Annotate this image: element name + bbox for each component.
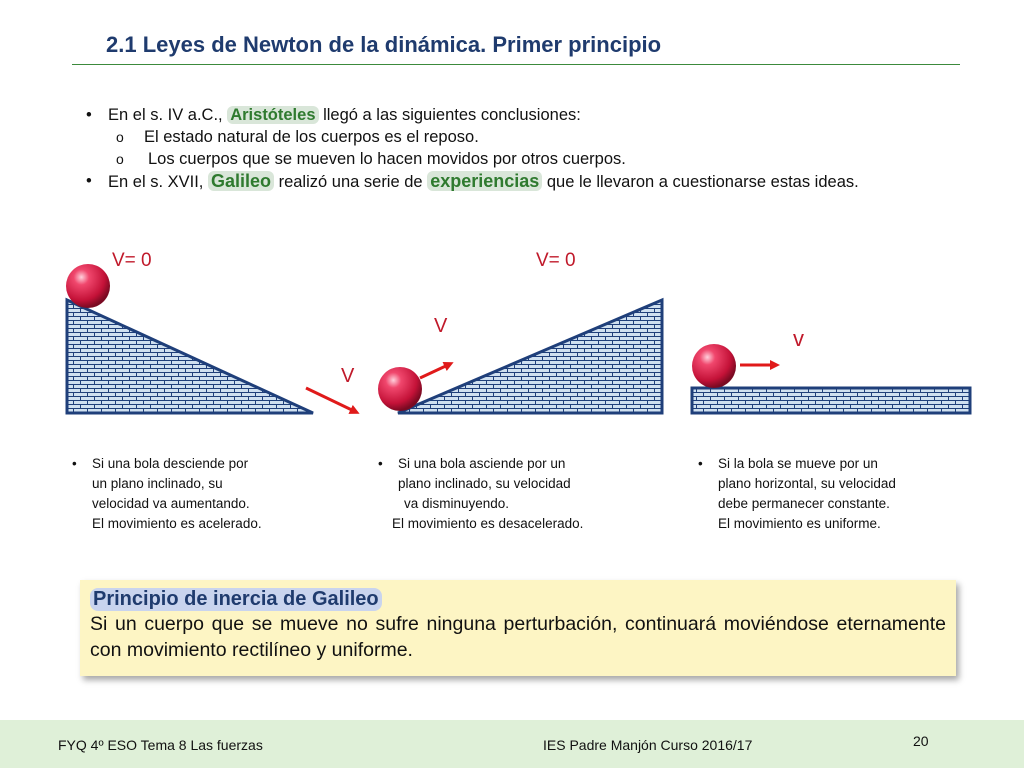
bullet-mark: • (86, 106, 92, 124)
slide-title: 2.1 Leyes de Newton de la dinámica. Primer principio (106, 32, 662, 57)
label-v-up: V (434, 315, 448, 337)
caption-conclusion: El movimiento es uniforme. (718, 516, 881, 531)
principle-text: Si un cuerpo que se mueve no sufre ninguna perturbación, continuará moviéndose eternamente con movimiento rectilíneo y uniforme. (90, 613, 946, 661)
caption-ascending (378, 454, 668, 534)
sub-bullet-mark: o (116, 151, 124, 167)
caption-bullet: • (378, 456, 383, 471)
sub-bullet-text: Los cuerpos que se mueven lo hacen movidos por otros cuerpos. (148, 150, 626, 168)
principle-title: Principio de inercia de Galileo (90, 588, 382, 611)
aristotle-post: llegó a las siguientes conclusiones: (318, 106, 581, 124)
caption-line: plano horizontal, su velocidad (718, 476, 896, 491)
caption-line: Si la bola se mueve por un (718, 456, 878, 471)
ball-bottom-middle (378, 367, 422, 411)
descending-plane (67, 300, 313, 413)
sub-bullet-text: El estado natural de los cuerpos es el reposo. (144, 128, 479, 146)
label-v0-right: V= 0 (536, 250, 576, 271)
caption-bullet: • (72, 456, 77, 471)
caption-line: plano inclinado, su velocidad (398, 476, 571, 491)
arrow-up-slope (420, 364, 450, 378)
label-v0-left: V= 0 (112, 250, 152, 271)
ball-horizontal (692, 344, 736, 388)
caption-line: Si una bola asciende por un (398, 456, 566, 471)
galileo-mid: realizó una serie de (274, 173, 428, 191)
arrow-down-slope (306, 388, 356, 412)
galileo-post: que le llevaron a cuestionarse estas ideas. (542, 173, 859, 191)
principle-box (80, 580, 956, 676)
sub-bullet-mark: o (116, 129, 124, 145)
galileo-highlight: Galileo (208, 171, 274, 191)
label-v-flat: v (793, 326, 804, 351)
caption-bullet: • (698, 456, 703, 471)
aristotle-highlight: Aristóteles (227, 106, 318, 124)
caption-line: un plano inclinado, su (92, 476, 223, 491)
caption-line: va disminuyendo. (404, 496, 510, 511)
footer-school: IES Padre Manjón Curso 2016/17 (543, 737, 753, 753)
caption-descending (72, 454, 362, 534)
ball-top-left (66, 264, 110, 308)
caption-horizontal (698, 454, 988, 534)
caption-line: Si una bola desciende por (92, 456, 249, 471)
caption-conclusion: El movimiento es acelerado. (92, 516, 262, 531)
bullet-mark: • (86, 172, 92, 190)
caption-conclusion: El movimiento es desacelerado. (392, 516, 584, 531)
experiences-highlight: experiencias (427, 171, 542, 191)
page-number: 20 (913, 733, 929, 749)
label-v-down: V (341, 365, 355, 387)
caption-line: debe permanecer constante. (718, 496, 890, 511)
caption-line: velocidad va aumentando. (92, 496, 250, 511)
footer-course: FYQ 4º ESO Tema 8 Las fuerzas (58, 737, 263, 753)
horizontal-plane (692, 388, 970, 413)
aristotle-pre: En el s. IV a.C., (108, 106, 228, 124)
galileo-pre: En el s. XVII, (108, 173, 208, 191)
